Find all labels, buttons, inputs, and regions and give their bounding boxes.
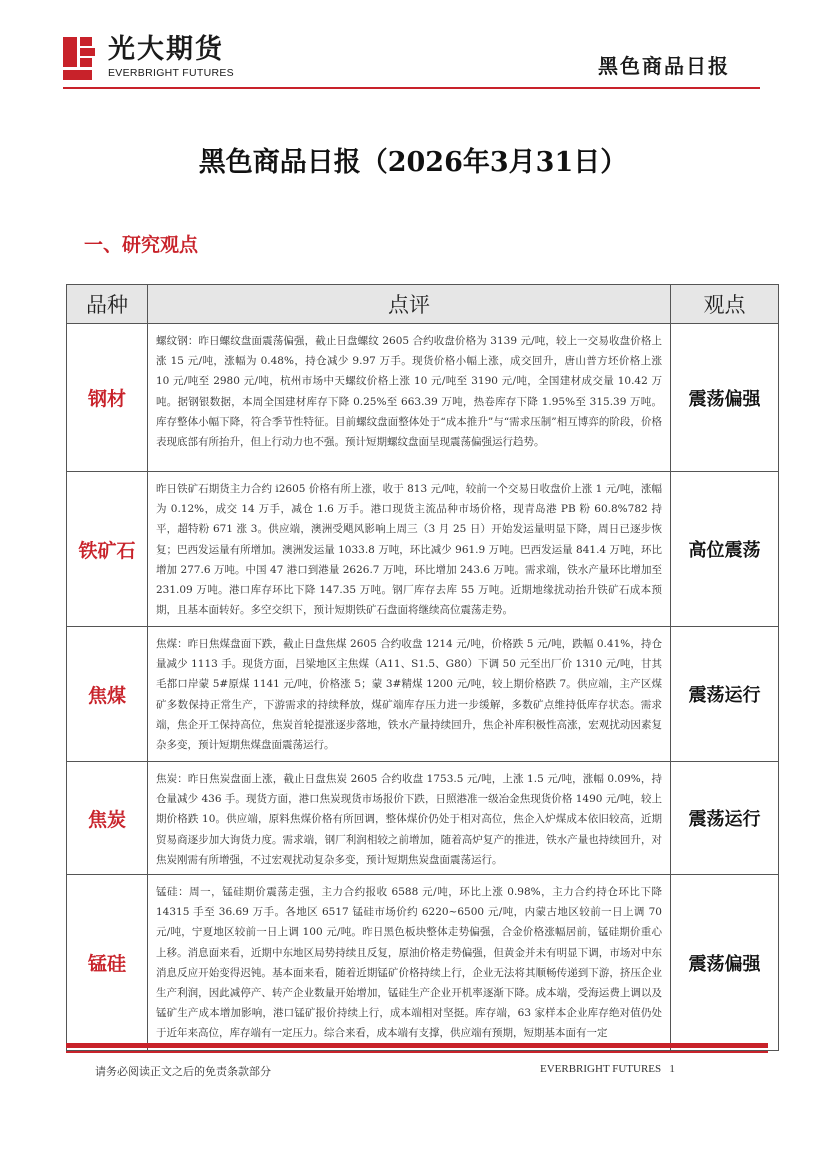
page-number: 1 [669,1063,675,1075]
page-title: 黑色商品日报（2026年3月31日） [198,147,628,178]
product-view: 震荡运行 [671,762,779,875]
logo-english-name: EVERBRIGHT FUTURES [108,67,234,79]
comment-text: 昨日铁矿石期货主力合约 i2605 价格有所上涨，收于 813 元/吨，较前一个交易日收盘价上涨 1 元/吨，涨幅为 0.12%，成交 14 万手，减仓 1.6 万手。港口现货主流品种市场价格，现青岛港 PB 粉 60.8%782 持平，超特粉 671 涨 3。供应端，澳洲受飓风影响上周三（3 月 25 日）开始发运量明显下降，周日已逐步恢复；巴西发运量有所增加。澳洲发运量 1033.8 万吨，环比减少 961.9 万吨。巴西发运量 841.4 万吨，环比增加 277.6 万吨。中国 47 港口到港量 2626.7 万吨，环比增加 243.6 万吨。需求端，铁水产量环比增加至 231.09 万吨。港口库存环比下降 147.35 万吨。钢厂库存去库 55 万吨。近期地缘扰动抬升铁矿石成本预期，且基本面转好。多空交织下，预计短期铁矿石盘面将继续高位震荡走势。 [156,483,662,617]
table-row [67,875,779,1051]
header-divider [63,87,760,89]
footer-company [540,1063,675,1075]
product-name: 钢材 [67,324,148,472]
research-view-table [66,284,779,1051]
footer-company-name: EVERBRIGHT FUTURES [540,1063,662,1075]
footer-divider [66,1043,768,1048]
footer-divider-thin [66,1051,768,1053]
product-view: 震荡偏强 [671,875,779,1051]
table-row [67,627,779,762]
table-row [67,324,779,472]
header-view: 观点 [671,285,779,324]
product-comment [148,324,671,472]
header-comment: 点评 [148,285,671,324]
comment-text: 焦煤：昨日焦煤盘面下跌，截止日盘焦煤 2605 合约收盘 1214 元/吨，价格跌 5 元/吨，跌幅 0.41%，持仓量减少 1113 手。现货方面，吕梁地区主焦煤（A11、S1.5、G80）下调 50 元至出厂价 1310 元/吨，甘其毛都口岸蒙 5#原煤 1141 元/吨，价格涨 5；蒙 3#精煤 1200 元/吨，较上期价格跌 7。供应端，主产区煤矿多数保持正常生产，下游需求的持续释放，煤矿端库存压力进一步缓解，多数矿点维持低库存状态。需求端，焦企开工保持高位，焦炭首轮提涨逐步落地，铁水产量持续回升，焦企补库积极性高涨，宏观扰动因素复杂多变，预计短期焦煤盘面震荡运行。 [156,638,662,752]
table-row [67,472,779,627]
product-comment [148,875,671,1051]
report-type-label: 黑色商品日报 [598,54,730,78]
product-view: 震荡运行 [671,627,779,762]
section-heading: 一、研究观点 [84,234,199,256]
product-name: 锰硅 [67,875,148,1051]
product-comment [148,762,671,875]
product-comment [148,472,671,627]
everbright-logo-icon [63,37,97,80]
product-name: 焦炭 [67,762,148,875]
comment-text: 螺纹钢：昨日螺纹盘面震荡偏强，截止日盘螺纹 2605 合约收盘价格为 3139 元/吨，较上一交易收盘价格上涨 15 元/吨，涨幅为 0.48%，持仓减少 9.97 万手。现货价格小幅上涨，成交回升，唐山普方坯价格上涨 10 元/吨至 2980 元/吨，杭州市场中天螺纹价格上涨 10 元/吨至 3190 元/吨，全国建材成交量 10.42 万吨。据钢银数据，本周全国建材库存下降 0.25%至 663.39 万吨，热卷库存下降 1.95%至 315.39 万吨。库存整体小幅下降，符合季节性特征。目前螺纹盘面整体处于“成本推升”与“需求压制”相互博弈的阶段，价格表现底部有所抬升，但上行动力也不强。预计短期螺纹盘面呈现震荡偏强运行趋势。 [156,335,662,449]
table-row [67,762,779,875]
product-name: 焦煤 [67,627,148,762]
logo-chinese-name: 光大期货 [108,34,224,65]
comment-text: 焦炭：昨日焦炭盘面上涨，截止日盘焦炭 2605 合约收盘 1753.5 元/吨，上涨 1.5 元/吨，涨幅 0.09%，持仓量减少 436 手。现货方面，港口焦炭现货市场报价下跌，日照港准一级冶金焦现货价格 1490 元/吨，较上期价格跌 10。供应端，原料焦煤价格有所回调，整体煤价仍处于相对高位，焦企入炉煤成本依旧较高，近期贸易商逐步加大询货力度。需求端，钢厂利润相较之前增加，随着高炉复产的推进，铁水产量也持续回升，对焦炭刚需有所增强，不过宏观扰动复杂多变，预计短期焦炭盘面震荡运行。 [156,773,662,866]
product-name: 铁矿石 [67,472,148,627]
product-view: 高位震荡 [671,472,779,627]
table-header-row [67,285,779,324]
footer-disclaimer: 请务必阅读正文之后的免责条款部分 [95,1065,271,1078]
product-comment [148,627,671,762]
product-view: 震荡偏强 [671,324,779,472]
comment-text: 锰硅：周一，锰硅期价震荡走强，主力合约报收 6588 元/吨，环比上涨 0.98%，主力合约持仓环比下降 14315 手至 36.69 万手。各地区 6517 锰硅市场价约 6220~6500 元/吨，内蒙古地区较前一日上调 70 元/吨，宁夏地区较前一日上调 100 元/吨。昨日黑色板块整体走势偏强，合金价格涨幅居前，锰硅期价重心上移。消息面来看，近期中东地区局势持续且反复，原油价格走势偏强，但黄金并未有明显下调，市场对中东消息反应开始变得迟钝。基本面来看，随着近期锰矿价格持续上行，企业无法将其顺畅传递到下游，挤压企业生产利润，因此减停产、转产企业数量开始增加，锰硅生产企业开机率逐渐下降。成本端，受海运费上调以及锰矿生产成本增加影响，港口锰矿报价持续上行，成本端相对坚挺。库存端，63 家样本企业库存绝对值仍处于近年来高位，库存端有一定压力。综合来看，成本端有支撑，供应端有预期，短期基本面有一定 [156,886,662,1040]
header-product: 品种 [67,285,148,324]
